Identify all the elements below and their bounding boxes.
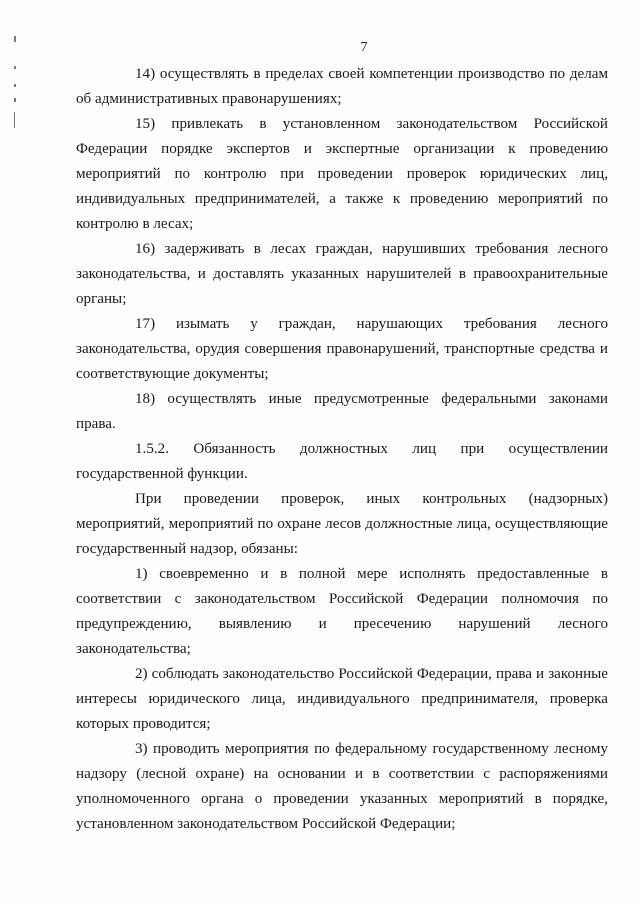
margin-mark xyxy=(14,36,16,42)
paragraph-item-16: 16) задерживать в лесах граждан, нарушивших требования лесного законодательства, и доставлять указанных нарушителей в правоохранительные органы; xyxy=(76,241,608,307)
paragraph-item-18: 18) осуществлять иные предусмотренные федеральными законами права. xyxy=(76,391,608,432)
page-number: 7 xyxy=(360,40,368,55)
margin-mark xyxy=(14,66,16,69)
paragraph-item-17: 17) изымать у граждан, нарушающих требования лесного законодательства, орудия совершения правонарушений, транспортные средства и соответствующие документы; xyxy=(76,316,608,382)
paragraph-obligation-1: 1) своевременно и в полной мере исполнять предоставленные в соответствии с законодательством Российской Федерации полномочия по предупреждению, выявлению и пресечению нарушений лесного законодательства; xyxy=(76,566,608,657)
paragraph-item-14: 14) осуществлять в пределах своей компетенции производство по делам об административных правонарушениях; xyxy=(76,66,608,107)
margin-mark xyxy=(14,98,16,102)
paragraph-item-15: 15) привлекать в установленном законодательством Российской Федерации порядке экспертов и экспертные организации к проведению мероприятий по контролю при проведении проверок юридических лиц, индивидуальных предпринимателей, а также к проведению мероприятий по контролю в лесах; xyxy=(76,116,608,232)
paragraph-intro-obligations: При проведении проверок, иных контрольных (надзорных) мероприятий, мероприятий по охране лесов должностные лица, осуществляющие государственный надзор, обязаны: xyxy=(76,491,608,557)
scan-margin-marks xyxy=(14,36,20,156)
section-heading-1-5-2: 1.5.2. Обязанность должностных лиц при осуществлении государственной функции. xyxy=(76,441,608,482)
document-body xyxy=(76,62,608,837)
margin-mark xyxy=(14,112,15,128)
paragraph-obligation-3: 3) проводить мероприятия по федеральному государственному лесному надзору (лесной охране) на основании и в соответствии с распоряжениями уполномоченного органа о проведении указанных мероприятий в порядке, установленном законодательством Российской Федерации; xyxy=(76,741,608,832)
paragraph-obligation-2: 2) соблюдать законодательство Российской Федерации, права и законные интересы юридического лица, индивидуального предпринимателя, проверка которых проводится; xyxy=(76,666,608,732)
margin-mark xyxy=(14,84,16,87)
